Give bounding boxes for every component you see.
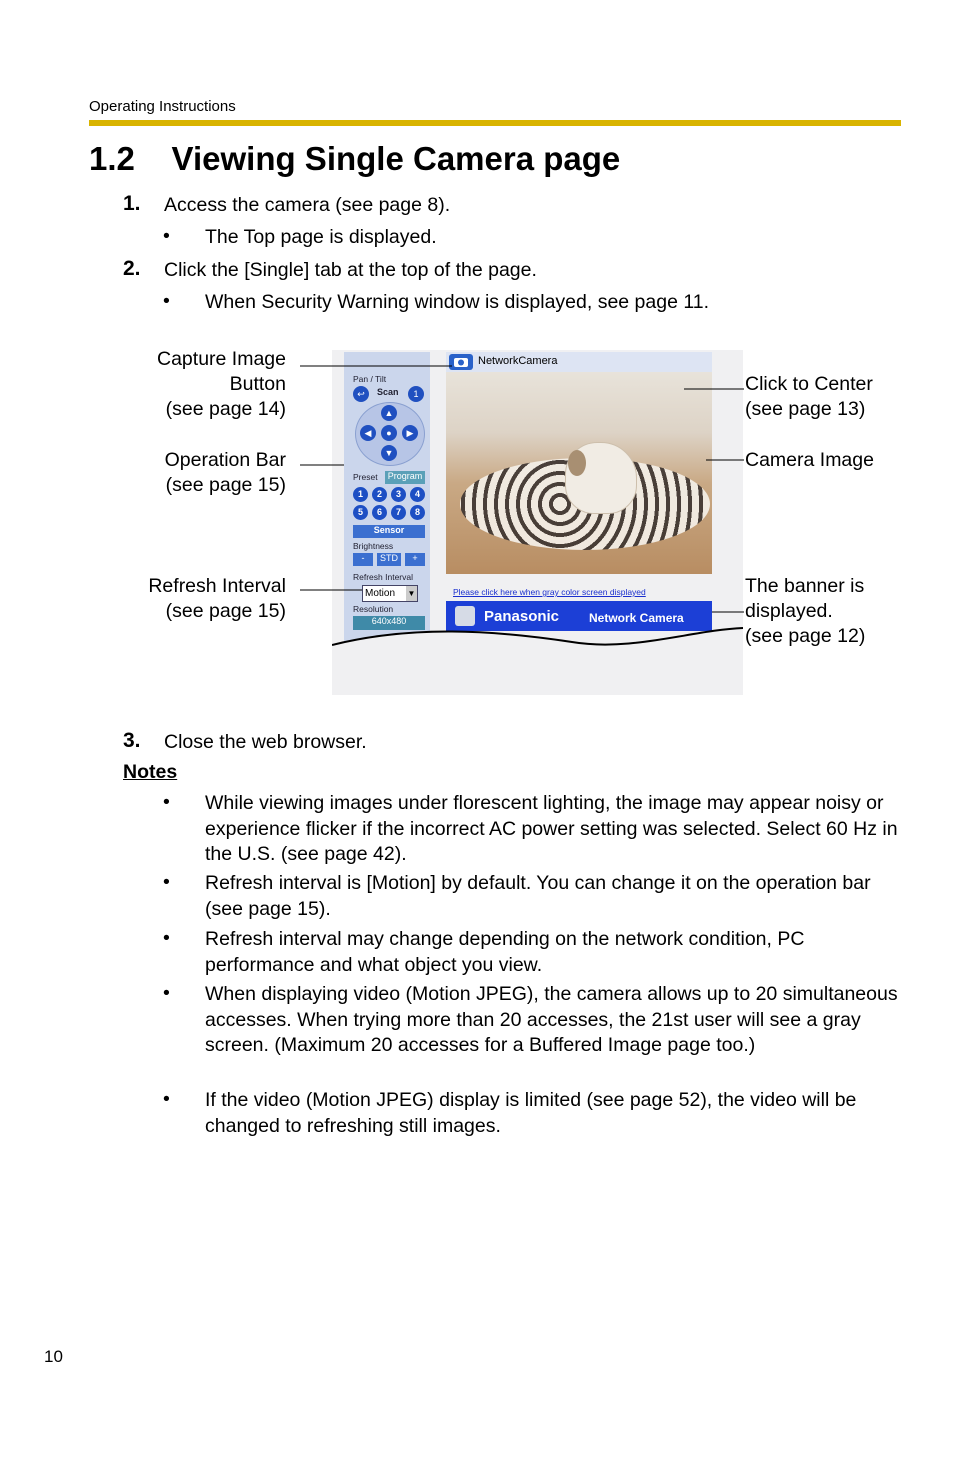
callout-banner [745,574,925,649]
step-number: 1. [123,192,141,215]
brightness-std-button[interactable]: STD [377,553,401,566]
brightness-down-button[interactable]: - [353,553,373,566]
note-item: When displaying video (Motion JPEG), the camera allows up to 20 simultaneous accesses. When trying more than 20 accesses, the 21st user will see a gray screen. (Maximum 20 accesses for a Buffered Image page too.) [205,983,898,1056]
callout-line: (see page 12) [745,625,866,647]
bullet-icon: • [163,927,170,949]
arrow-right-icon[interactable]: ▶ [402,425,418,441]
resolution-button[interactable]: 640x480 [353,616,425,630]
preset-5-button[interactable]: 5 [353,505,368,520]
arrow-left-icon[interactable]: ◀ [360,425,376,441]
step-text: Access the camera (see page 8). [164,194,451,216]
sensor-button[interactable]: Sensor [353,525,425,538]
scan-icon[interactable]: 1 [408,386,424,402]
callout-line: Click to Center [745,373,873,395]
brightness-label: Brightness [353,541,394,551]
callout-line: Button [229,373,286,395]
preset-2-button[interactable]: 2 [372,487,387,502]
note-item: Refresh interval is [Motion] by default. You can change it on the operation bar (see page 15). [205,872,871,920]
center-icon[interactable]: ● [381,425,397,441]
pan-tilt-label: Pan / Tilt [353,374,387,384]
step-text: Close the web browser. [164,731,367,753]
preset-3-button[interactable]: 3 [391,487,406,502]
callout-operation-bar [110,448,286,498]
page-number: 10 [44,1347,63,1366]
preset-label: Preset [353,472,378,482]
preset-8-button[interactable]: 8 [410,505,425,520]
callout-click-to-center [745,372,925,422]
banner-brand: Panasonic [484,608,560,625]
preset-4-button[interactable]: 4 [410,487,425,502]
arrow-down-icon[interactable]: ▼ [381,445,397,461]
callout-line: (see page 14) [165,398,286,420]
callout-camera-image [745,448,925,473]
step-number: 2. [123,257,141,280]
callout-line: Operation Bar [164,449,286,471]
resolution-label: Resolution [353,604,394,614]
running-header: Operating Instructions [89,98,236,115]
callout-line: (see page 13) [745,398,866,420]
preset-6-button[interactable]: 6 [372,505,387,520]
step-bullet-text: When Security Warning window is displayed, see page 11. [205,291,710,313]
program-button[interactable]: Program [385,471,425,484]
callout-line: The banner is [745,575,865,597]
note-item: If the video (Motion JPEG) display is limited (see page 52), the video will be changed to refreshing still images. [205,1089,857,1137]
bullet-icon: • [163,791,170,813]
preset-7-button[interactable]: 7 [391,505,406,520]
arrow-up-icon[interactable]: ▲ [381,405,397,421]
callout-line: (see page 15) [165,600,286,622]
note-item: Refresh interval may change depending on the network condition, PC performance and what object you view. [205,928,805,976]
brightness-up-button[interactable]: + [405,553,425,566]
bullet-icon: • [163,290,170,312]
home-icon[interactable]: ↩ [353,386,369,402]
note-item: While viewing images under florescent lighting, the image may appear noisy or experience flicker if the incorrect AC power setting was selected. Select 60 Hz in the U.S. (see page 42). [205,792,898,865]
refresh-interval-label: Refresh Interval [353,572,413,582]
chevron-down-icon[interactable]: ▼ [406,586,417,601]
callout-line: displayed. [745,600,833,622]
step-text: Click the [Single] tab at the top of the page. [164,259,537,281]
callout-line: Refresh Interval [148,575,286,597]
window-title: NetworkCamera [478,355,558,367]
callout-line: Camera Image [745,449,874,471]
callout-capture-image [110,347,286,422]
gray-screen-link[interactable]: Please click here when gray color screen displayed [453,587,646,597]
callout-line: (see page 15) [165,474,286,496]
banner-product: Network Camera [589,611,684,625]
bullet-icon: • [163,1088,170,1110]
section-title: 1.2 Viewing Single Camera page [89,140,621,177]
step-number: 3. [123,729,141,752]
bullet-icon: • [163,225,170,247]
callout-refresh-interval [110,574,286,624]
bullet-icon: • [163,982,170,1004]
notes-heading: Notes [123,761,178,783]
callout-line: Capture Image [157,348,286,370]
preset-1-button[interactable]: 1 [353,487,368,502]
bullet-icon: • [163,871,170,893]
step-bullet-text: The Top page is displayed. [205,226,437,248]
scan-label[interactable]: Scan [377,387,399,397]
refresh-interval-value: Motion [365,588,396,599]
